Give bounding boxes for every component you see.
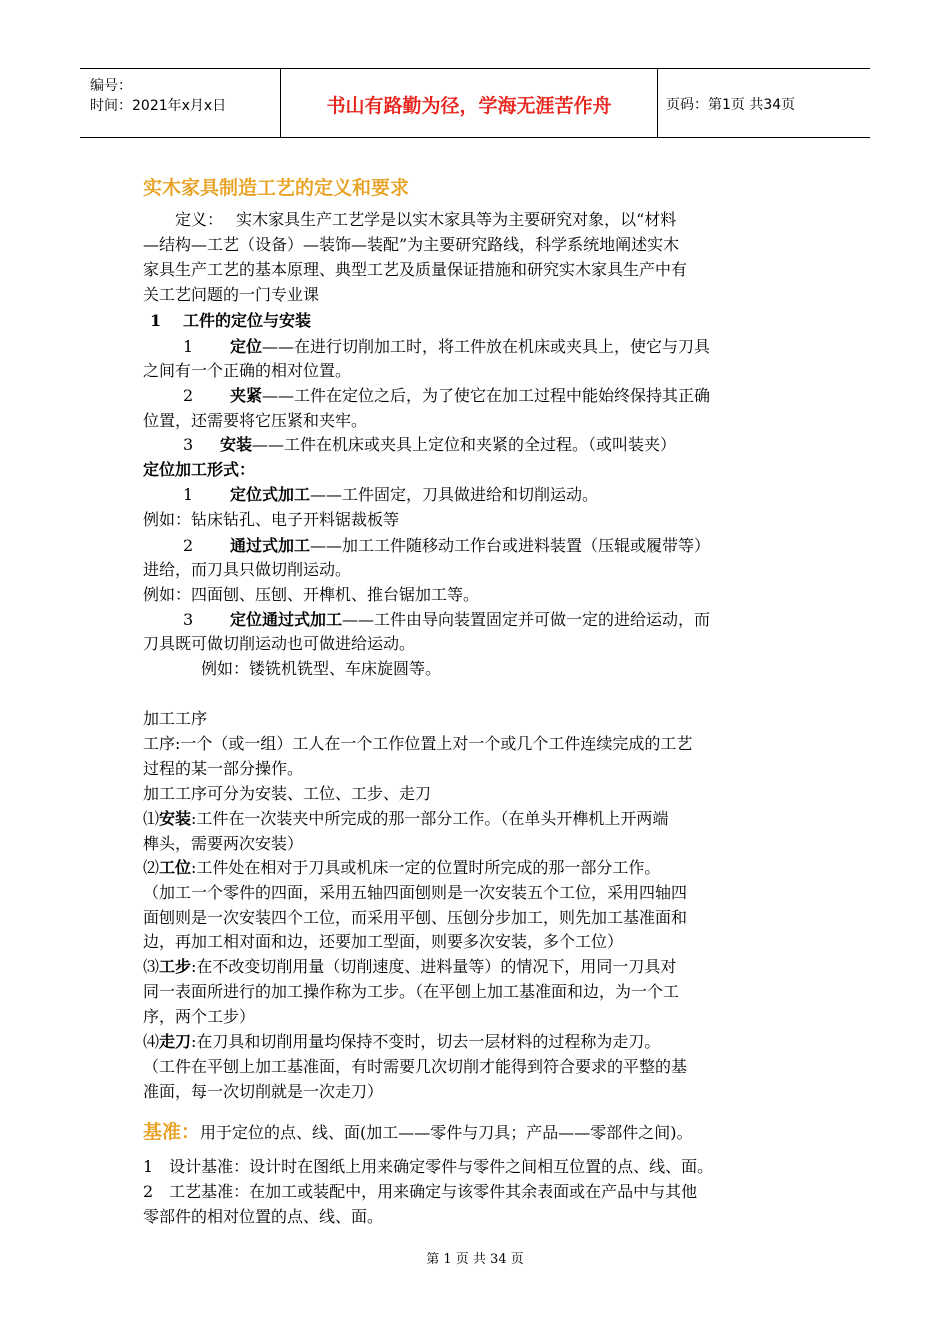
item-term: 定位通过式加工 [230,610,343,629]
item-number: 3 [183,610,194,629]
item-continuation: 之间有一个正确的相对位置。 [143,361,352,380]
subsection-heading: 定位加工形式： [143,460,256,479]
item-text: ——工件在机床或夹具上定位和夹紧的全过程。（或叫装夹） [252,435,677,454]
item-text: ——加工工件随移动工作台或进料装置（压辊或履带等） [310,536,711,555]
datum-text: 用于定位的点、线、面(加工——零件与刀具；产品——零部件之间)。 [200,1123,693,1142]
item-text: :在不改变切削用量（切削速度、进料量等）的情况下，用同一刀具对 [191,957,677,976]
item-number: ⑶ [143,957,160,976]
item-number: 3 [183,435,194,454]
item-text: ——工件在定位之后，为了使它在加工过程中能始终保持其正确 [262,386,711,405]
page-info: 页码：第1页 共34页 [666,97,796,113]
item-continuation: 准面，每一次切削就是一次走刀） [143,1082,384,1101]
item-continuation: 位置，还需要将它压紧和夹牢。 [143,411,368,430]
datum-line [143,1118,693,1147]
example-line: 例如：钻床钻孔、电子开料锯裁板等 [143,510,400,529]
serial-label: 编号： [90,78,132,94]
header-page-cell [658,69,870,137]
item-term: 夹紧 [230,386,263,405]
item-number: ⑷ [143,1032,160,1051]
item-number: ⑴ [143,809,160,828]
item-text: ——工件由导向装置固定并可做一定的进给运动，而 [342,610,711,629]
example-line: 例如：镂铣机铣型、车床旋圆等。 [201,659,442,678]
subsection-heading: 加工工序 [143,709,208,728]
item-number: ⑵ [143,858,160,877]
item-number: 2 [183,536,194,555]
example-line: 例如：四面刨、压刨、开榫机、推台锯加工等。 [143,585,480,604]
body-line: 2 工艺基准：在加工或装配中，用来确定与该零件其余表面或在产品中与其他 [143,1182,698,1201]
item-term: 走刀 [159,1032,192,1051]
body-line: 1 设计基准：设计时在图纸上用来确定零件与零件之间相互位置的点、线、面。 [143,1157,714,1176]
body-line: 加工工序可分为安装、工位、工步、走刀 [143,784,432,803]
datum-term: 基准： [143,1121,201,1143]
item-term: 定位式加工 [230,485,311,504]
item-line [230,608,710,632]
motto: 书山有路勤为径，学海无涯苦作舟 [326,95,612,117]
item-line [230,335,710,359]
definition-line: —结构—工艺（设备）—装饰—装配”为主要研究路线，科学系统地阐述实木 [143,235,680,254]
item-line [230,483,598,507]
definition-line: 关工艺问题的一门专业课 [143,285,320,304]
item-term: 通过式加工 [230,536,311,555]
item-continuation: 面刨则是一次安装四个工位，而采用平刨、压刨分步加工，则先加工基准面和 [143,908,688,927]
body-line: 工序:一个（或一组）工人在一个工作位置上对一个或几个工件连续完成的工艺 [143,734,693,753]
item-line [143,1030,660,1054]
item-continuation: （工件在平刨上加工基准面，有时需要几次切削才能得到符合要求的平整的基 [143,1057,688,1076]
item-term: 工位 [159,858,192,877]
item-line [143,955,676,979]
item-continuation: 零部件的相对位置的点、线、面。 [143,1207,384,1226]
item-line [220,433,676,457]
item-text: ——在进行切削加工时，将工件放在机床或夹具上，使它与刀具 [262,337,711,356]
item-line [143,807,668,831]
item-term: 安装 [159,809,192,828]
date-line: 时间：2021年x月x日 [90,98,227,114]
item-text: :工件处在相对于刀具或机床一定的位置时所完成的那一部分工作。 [191,858,661,877]
item-number: 1 [183,337,194,356]
header-meta-cell [80,69,281,137]
item-term: 工步 [159,957,192,976]
item-continuation: 同一表面所进行的加工操作称为工步。（在平刨上加工基准面和边，为一个工 [143,982,680,1001]
item-continuation: （加工一个零件的四面，采用五轴四面刨则是一次安装五个工位，采用四轴四 [143,883,688,902]
body-line: 过程的某一部分操作。 [143,759,304,778]
item-continuation: 序，两个工步） [143,1007,256,1026]
item-number: 1 [183,485,194,504]
item-line [230,534,710,558]
page-header [80,68,870,138]
item-continuation: 进给，而刀具只做切削运动。 [143,560,352,579]
section-number: 1 [150,311,162,330]
item-line [230,384,710,408]
item-continuation: 刀具既可做切削运动也可做进给运动。 [143,634,416,653]
item-text: :工件在一次装夹中所完成的那一部分工作。（在单头开榫机上开两端 [191,809,669,828]
page-footer: 第 1 页 共 34 页 [426,1252,524,1267]
item-line [143,856,660,880]
item-continuation: 榫头，需要两次安装） [143,834,304,853]
document-title: 实木家具制造工艺的定义和要求 [143,177,410,199]
section-heading: 工件的定位与安装 [183,311,312,330]
item-continuation: 边，再加工相对面和边，还要加工型面，则要多次安装，多个工位） [143,932,624,951]
item-term: 安装 [220,435,253,454]
item-term: 定位 [230,337,263,356]
item-text: :在刀具和切削用量均保持不变时，切去一层材料的过程称为走刀。 [191,1032,661,1051]
definition-line: 家具生产工艺的基本原理、典型工艺及质量保证措施和研究实木家具生产中有 [143,260,688,279]
definition-line: 定义： 实木家具生产工艺学是以实木家具等为主要研究对象，以“材料 [175,210,677,229]
item-number: 2 [183,386,194,405]
item-text: ——工件固定，刀具做进给和切削运动。 [310,485,599,504]
header-motto-cell [281,69,658,137]
